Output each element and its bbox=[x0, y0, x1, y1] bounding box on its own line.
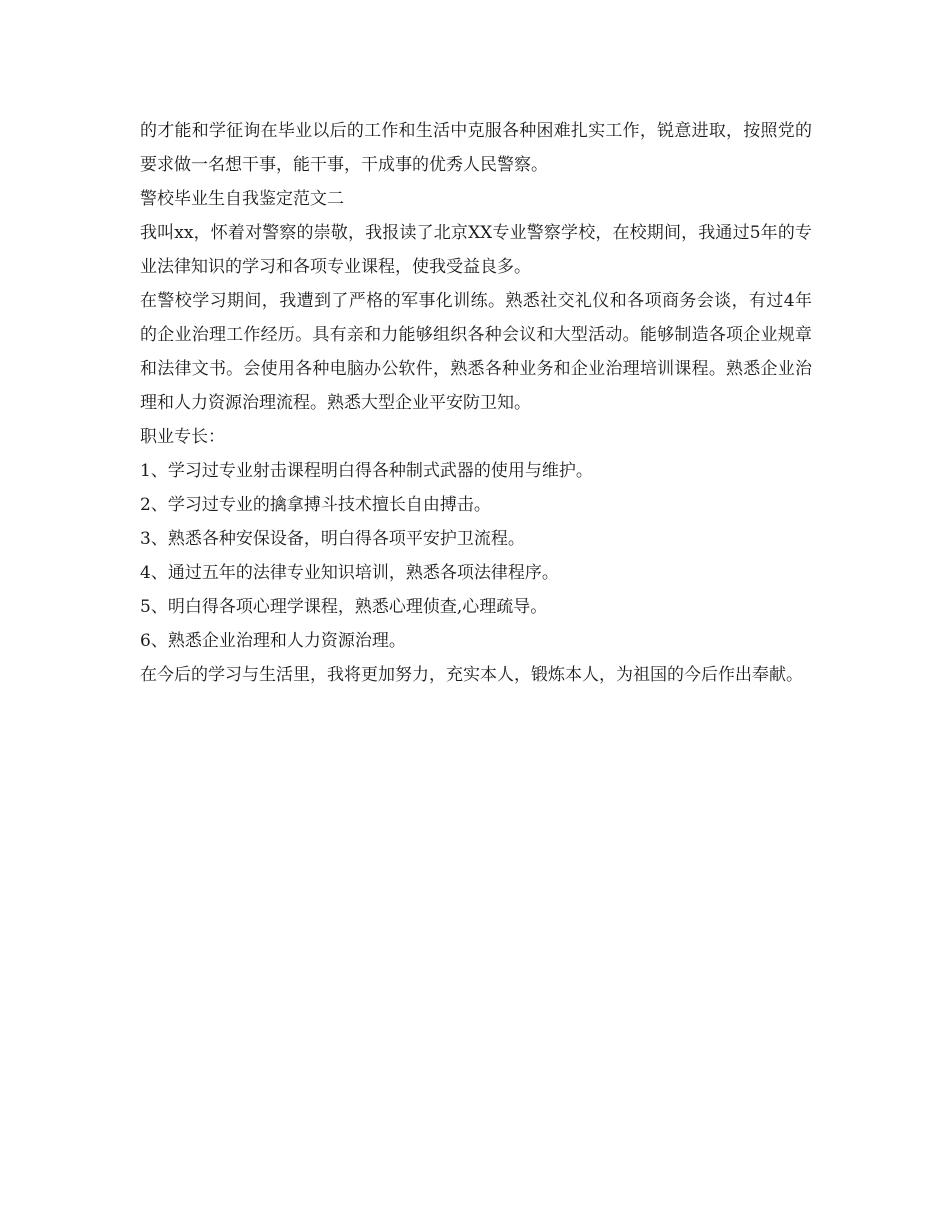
list-item: 6、熟悉企业治理和人力资源治理。 bbox=[140, 631, 406, 651]
paragraph-conclusion: 在今后的学习与生活里，我将更加努力，充实本人，锻炼本人，为祖国的今后作出奉献。 bbox=[140, 665, 803, 685]
list-item: 5、明白得各项心理学课程，熟悉心理侦查,心理疏导。 bbox=[140, 597, 548, 617]
document-body bbox=[140, 114, 812, 692]
section-heading: 警校毕业生自我鉴定范文二 bbox=[140, 189, 344, 209]
paragraph-introduction: 我叫xx，怀着对警察的崇敬，我报读了北京XX专业警察学校，在校期间，我通过5年的专业法律知识的学习和各项专业课程，使我受益良多。 bbox=[140, 223, 812, 277]
list-item: 1、学习过专业射击课程明白得各种制式武器的使用与维护。 bbox=[140, 461, 593, 481]
list-item: 4、通过五年的法律专业知识培训，熟悉各项法律程序。 bbox=[140, 563, 559, 583]
list-heading: 职业专长： bbox=[140, 427, 225, 447]
list-item: 3、熟悉各种安保设备，明白得各项平安护卫流程。 bbox=[140, 529, 525, 549]
paragraph-continuation: 的才能和学征询在毕业以后的工作和生活中克服各种困难扎实工作，锐意进取，按照党的要求做一名想干事，能干事，干成事的优秀人民警察。 bbox=[140, 121, 812, 175]
list-item: 2、学习过专业的擒拿搏斗技术擅长自由搏击。 bbox=[140, 495, 491, 515]
paragraph-training: 在警校学习期间，我遭到了严格的军事化训练。熟悉社交礼仪和各项商务会谈，有过4年的企业治理工作经历。具有亲和力能够组织各种会议和大型活动。能够制造各项企业规章和法律文书。会使用各种电脑办公软件，熟悉各种业务和企业治理培训课程。熟悉企业治理和人力资源治理流程。熟悉大型企业平安防卫知。 bbox=[140, 291, 812, 413]
